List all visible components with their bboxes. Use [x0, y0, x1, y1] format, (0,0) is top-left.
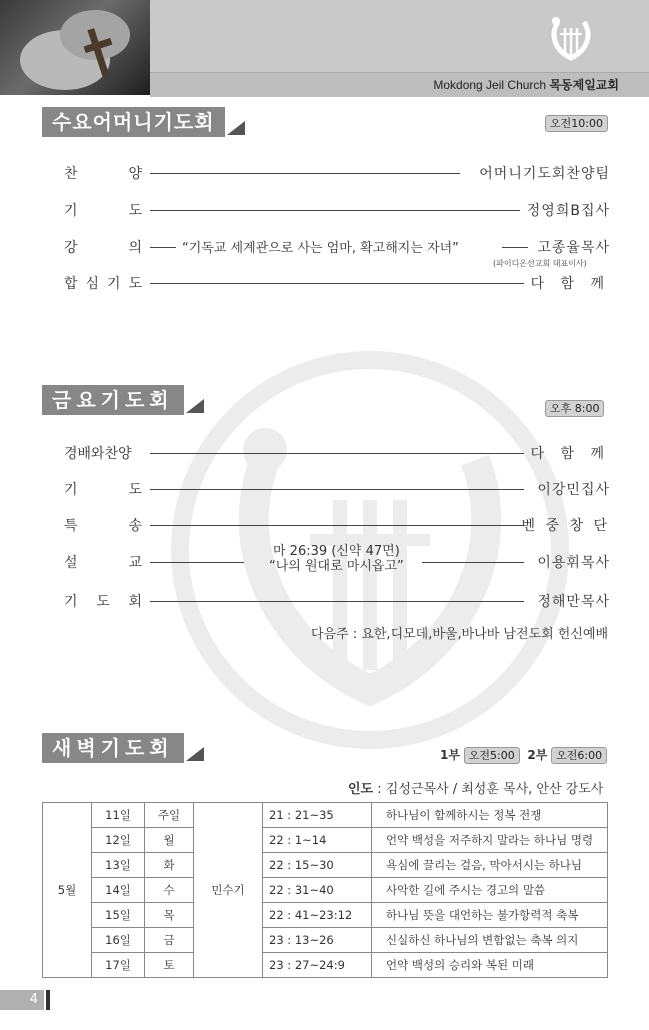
date-cell: 14일: [92, 878, 145, 903]
table-row: [43, 928, 608, 953]
dawn-session-times: 1부 오전5:00 2부 오전6:00: [440, 746, 607, 764]
friday-row-worship: 경배와찬양 다 함 께: [64, 446, 610, 462]
page-number: 4: [0, 990, 44, 1010]
lecturer-affiliation: (파이디온선교회 대표이사): [493, 259, 587, 268]
wednesday-row-group-prayer: 합 심 기 도 다 함 께: [64, 276, 610, 292]
friday-row-sermon: 설 교 마 26:39 (신약 47면) “나의 원대로 마시옵고” 이용휘목사: [64, 544, 610, 574]
table-row: [43, 803, 608, 828]
date-cell: 11일: [92, 803, 145, 828]
wednesday-section-title: 수요어머니기도회: [42, 107, 225, 137]
lyre-logo-icon: [546, 14, 596, 64]
scripture-ref-cell: 21 : 21~35: [263, 803, 372, 828]
wednesday-time: 오전10:00: [545, 115, 608, 132]
scripture-ref-cell: 22 : 15~30: [263, 853, 372, 878]
theme-cell: 언약 백성의 승리와 복된 미래: [372, 953, 608, 978]
date-cell: 17일: [92, 953, 145, 978]
weekday-cell: 화: [145, 853, 194, 878]
theme-cell: 신실하신 하나님의 변함없는 축복 의지: [372, 928, 608, 953]
month-cell: 5월: [43, 803, 92, 978]
date-cell: 15일: [92, 903, 145, 928]
friday-row-prayer-meeting: 기 도 회 정해만목사: [64, 594, 610, 610]
book-cell: 민수기: [194, 803, 263, 978]
theme-cell: 욕심에 끌리는 걸음, 막아서시는 하나님: [372, 853, 608, 878]
scripture-ref-cell: 22 : 31~40: [263, 878, 372, 903]
date-cell: 13일: [92, 853, 145, 878]
wednesday-row-prayer: 기 도 정영희B집사: [64, 203, 610, 219]
table-row: [43, 828, 608, 853]
theme-cell: 하나님 뜻을 대언하는 불가항력적 축복: [372, 903, 608, 928]
friday-row-prayer: 기 도 이강민집사: [64, 482, 610, 498]
wednesday-row-lecture: 강 의 “기독교 세계관으로 사는 엄마, 확고해지는 자녀” 고종율목사: [64, 240, 610, 256]
sermon-title: “나의 원대로 마시옵고”: [269, 559, 404, 574]
scripture-ref-cell: 23 : 13~26: [263, 928, 372, 953]
friday-row-special-song: 특 송 벤 중 창 단: [64, 518, 610, 534]
friday-time: 오후 8:00: [545, 400, 604, 417]
table-row: [43, 953, 608, 978]
theme-cell: 언약 백성을 저주하지 말라는 하나님 명령: [372, 828, 608, 853]
weekday-cell: 주일: [145, 803, 194, 828]
table-row: [43, 878, 608, 903]
dawn-section-title: 새벽기도회: [42, 733, 184, 763]
dawn-leaders: 인도 : 김성근목사 / 최성훈 목사, 안산 강도사: [348, 782, 604, 797]
theme-cell: 하나님이 함께하시는 정복 전쟁: [372, 803, 608, 828]
theme-cell: 사악한 길에 주시는 경고의 말씀: [372, 878, 608, 903]
weekday-cell: 수: [145, 878, 194, 903]
weekday-cell: 금: [145, 928, 194, 953]
church-name: Mokdong Jeil Church 목동제일교회: [433, 78, 619, 92]
wednesday-row-praise: 찬 양 어머니기도회찬양팀: [64, 166, 610, 182]
weekday-cell: 월: [145, 828, 194, 853]
praying-hands-photo: [0, 0, 150, 95]
table-row: [43, 853, 608, 878]
dawn-schedule-table: [42, 802, 608, 978]
date-cell: 16일: [92, 928, 145, 953]
table-row: [43, 903, 608, 928]
sermon-scripture: 마 26:39 (신약 47면): [272, 544, 400, 559]
date-cell: 12일: [92, 828, 145, 853]
friday-section-title: 금요기도회: [42, 385, 184, 415]
next-week-note: 다음주 : 요한,디모데,바울,바나바 남전도회 헌신예배: [311, 627, 609, 642]
scripture-ref-cell: 23 : 27~24:9: [263, 953, 372, 978]
weekday-cell: 목: [145, 903, 194, 928]
scripture-ref-cell: 22 : 1~14: [263, 828, 372, 853]
page-tab-marker: [46, 990, 50, 1010]
scripture-ref-cell: 22 : 41~23:12: [263, 903, 372, 928]
weekday-cell: 토: [145, 953, 194, 978]
